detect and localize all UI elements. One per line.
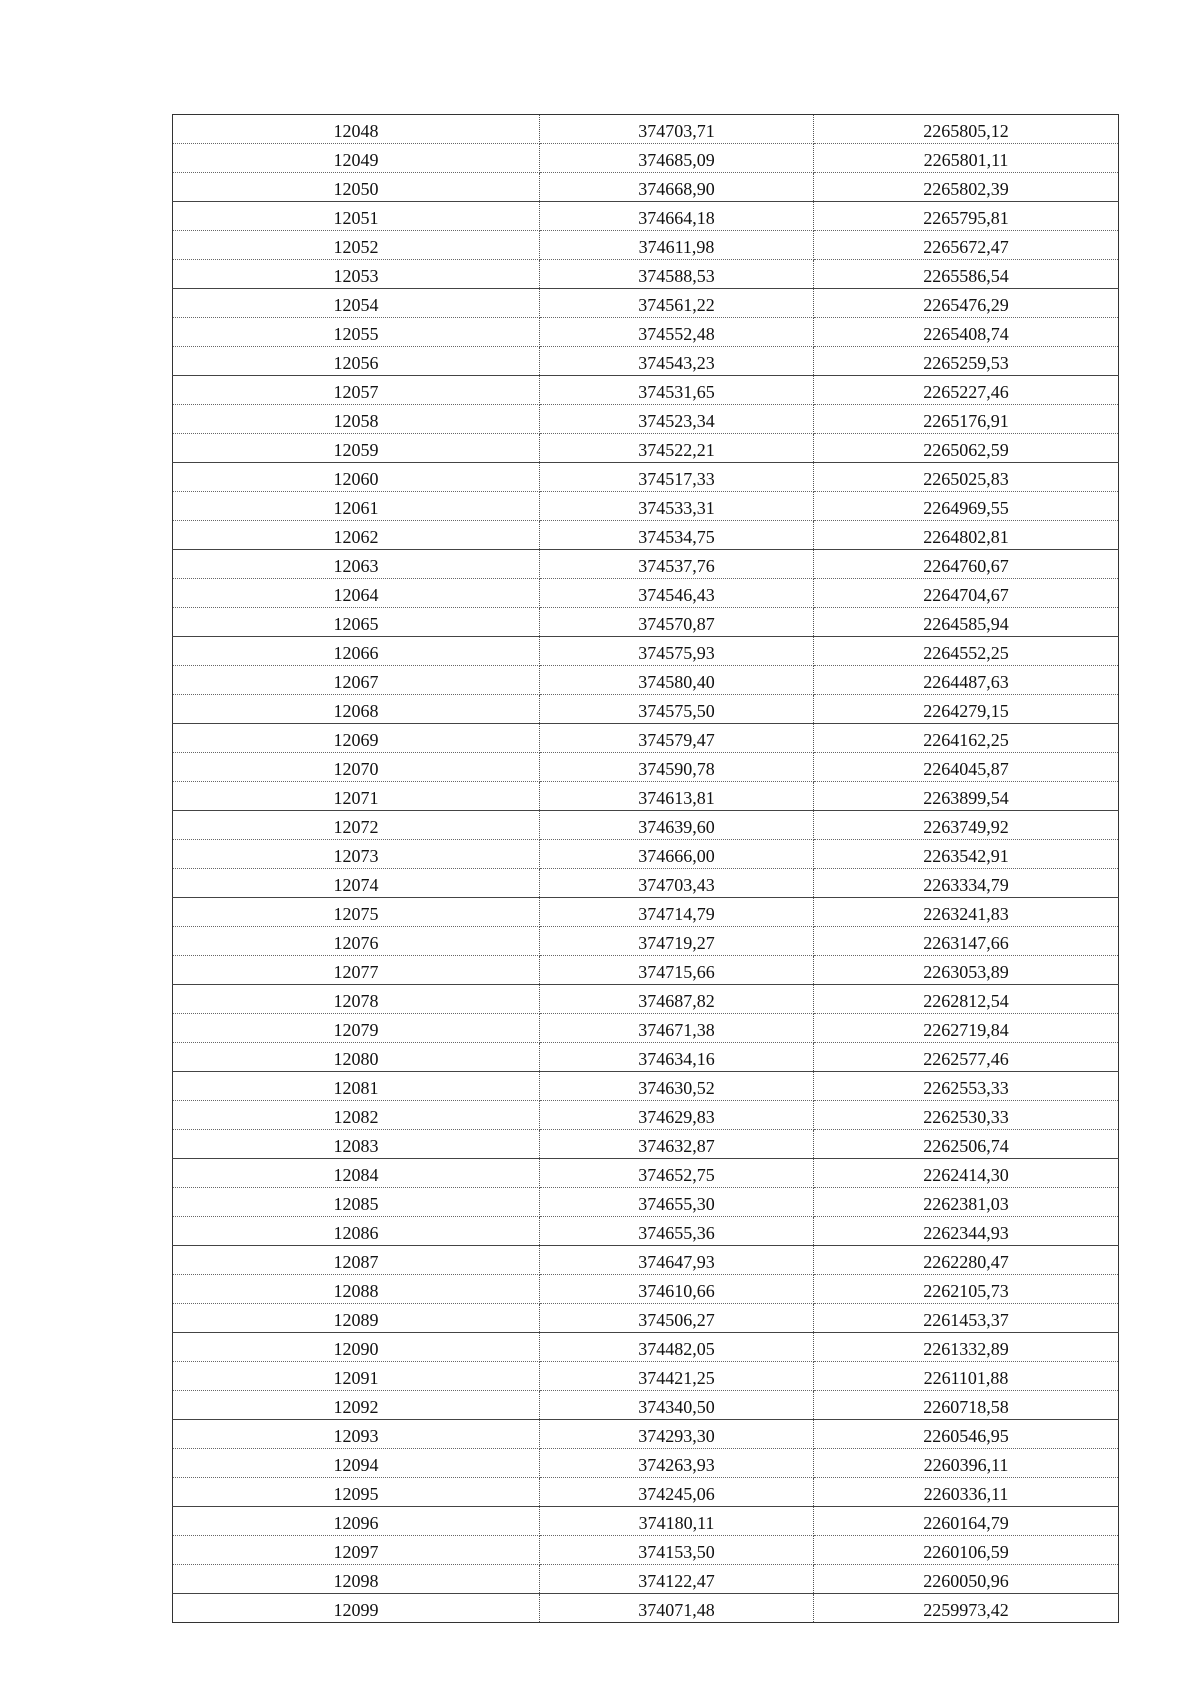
- table-row: [173, 115, 1119, 144]
- y-coordinate-cell: 2262553,33: [814, 1072, 1119, 1101]
- table-row: [173, 811, 1119, 840]
- y-coordinate-cell: 2265176,91: [814, 405, 1119, 434]
- point-number-cell: 12074: [173, 869, 540, 898]
- y-coordinate-cell: 2260164,79: [814, 1507, 1119, 1536]
- x-coordinate-cell: 374552,48: [540, 318, 814, 347]
- point-number-cell: 12054: [173, 289, 540, 318]
- x-coordinate-cell: 374575,50: [540, 695, 814, 724]
- table-row: [173, 956, 1119, 985]
- point-number-cell: 12081: [173, 1072, 540, 1101]
- table-row: [173, 1101, 1119, 1130]
- y-coordinate-cell: 2264279,15: [814, 695, 1119, 724]
- point-number-cell: 12063: [173, 550, 540, 579]
- x-coordinate-cell: 374611,98: [540, 231, 814, 260]
- table-row: [173, 521, 1119, 550]
- x-coordinate-cell: 374685,09: [540, 144, 814, 173]
- y-coordinate-cell: 2262577,46: [814, 1043, 1119, 1072]
- point-number-cell: 12061: [173, 492, 540, 521]
- table-row: [173, 1159, 1119, 1188]
- point-number-cell: 12085: [173, 1188, 540, 1217]
- x-coordinate-cell: 374543,23: [540, 347, 814, 376]
- x-coordinate-cell: 374632,87: [540, 1130, 814, 1159]
- table-row: [173, 1420, 1119, 1449]
- point-number-cell: 12082: [173, 1101, 540, 1130]
- table-row: [173, 985, 1119, 1014]
- table-row: [173, 869, 1119, 898]
- point-number-cell: 12075: [173, 898, 540, 927]
- point-number-cell: 12096: [173, 1507, 540, 1536]
- table-row: [173, 463, 1119, 492]
- y-coordinate-cell: 2262530,33: [814, 1101, 1119, 1130]
- x-coordinate-cell: 374655,36: [540, 1217, 814, 1246]
- y-coordinate-cell: 2265025,83: [814, 463, 1119, 492]
- table-row: [173, 260, 1119, 289]
- table-row: [173, 840, 1119, 869]
- table-row: [173, 318, 1119, 347]
- x-coordinate-cell: 374071,48: [540, 1594, 814, 1623]
- point-number-cell: 12078: [173, 985, 540, 1014]
- point-number-cell: 12087: [173, 1246, 540, 1275]
- point-number-cell: 12083: [173, 1130, 540, 1159]
- table-row: [173, 434, 1119, 463]
- point-number-cell: 12097: [173, 1536, 540, 1565]
- x-coordinate-cell: 374687,82: [540, 985, 814, 1014]
- point-number-cell: 12067: [173, 666, 540, 695]
- y-coordinate-cell: 2265586,54: [814, 260, 1119, 289]
- y-coordinate-cell: 2261453,37: [814, 1304, 1119, 1333]
- point-number-cell: 12071: [173, 782, 540, 811]
- y-coordinate-cell: 2262719,84: [814, 1014, 1119, 1043]
- point-number-cell: 12092: [173, 1391, 540, 1420]
- table-row: [173, 724, 1119, 753]
- x-coordinate-cell: 374570,87: [540, 608, 814, 637]
- y-coordinate-cell: 2259973,42: [814, 1594, 1119, 1623]
- y-coordinate-cell: 2260050,96: [814, 1565, 1119, 1594]
- table-row: [173, 1275, 1119, 1304]
- x-coordinate-cell: 374245,06: [540, 1478, 814, 1507]
- y-coordinate-cell: 2264552,25: [814, 637, 1119, 666]
- x-coordinate-cell: 374506,27: [540, 1304, 814, 1333]
- table-row: [173, 666, 1119, 695]
- table-row: [173, 1217, 1119, 1246]
- point-number-cell: 12051: [173, 202, 540, 231]
- point-number-cell: 12079: [173, 1014, 540, 1043]
- y-coordinate-cell: 2263147,66: [814, 927, 1119, 956]
- table-row: [173, 1449, 1119, 1478]
- x-coordinate-cell: 374639,60: [540, 811, 814, 840]
- x-coordinate-cell: 374630,52: [540, 1072, 814, 1101]
- x-coordinate-cell: 374531,65: [540, 376, 814, 405]
- x-coordinate-cell: 374263,93: [540, 1449, 814, 1478]
- x-coordinate-cell: 374546,43: [540, 579, 814, 608]
- table-row: [173, 347, 1119, 376]
- table-row: [173, 1130, 1119, 1159]
- table-row: [173, 1362, 1119, 1391]
- y-coordinate-cell: 2264162,25: [814, 724, 1119, 753]
- y-coordinate-cell: 2264585,94: [814, 608, 1119, 637]
- table-row: [173, 1043, 1119, 1072]
- y-coordinate-cell: 2264045,87: [814, 753, 1119, 782]
- point-number-cell: 12050: [173, 173, 540, 202]
- table-row: [173, 782, 1119, 811]
- x-coordinate-cell: 374719,27: [540, 927, 814, 956]
- y-coordinate-cell: 2260106,59: [814, 1536, 1119, 1565]
- table-row: [173, 1391, 1119, 1420]
- point-number-cell: 12065: [173, 608, 540, 637]
- point-number-cell: 12049: [173, 144, 540, 173]
- point-number-cell: 12091: [173, 1362, 540, 1391]
- table-row: [173, 608, 1119, 637]
- point-number-cell: 12090: [173, 1333, 540, 1362]
- table-row: [173, 1507, 1119, 1536]
- table-row: [173, 492, 1119, 521]
- table-row: [173, 1246, 1119, 1275]
- point-number-cell: 12058: [173, 405, 540, 434]
- table-row: [173, 637, 1119, 666]
- x-coordinate-cell: 374652,75: [540, 1159, 814, 1188]
- table-row: [173, 579, 1119, 608]
- point-number-cell: 12062: [173, 521, 540, 550]
- point-number-cell: 12094: [173, 1449, 540, 1478]
- coordinates-table: [172, 114, 1119, 1623]
- x-coordinate-cell: 374715,66: [540, 956, 814, 985]
- y-coordinate-cell: 2265795,81: [814, 202, 1119, 231]
- x-coordinate-cell: 374523,34: [540, 405, 814, 434]
- point-number-cell: 12068: [173, 695, 540, 724]
- point-number-cell: 12070: [173, 753, 540, 782]
- y-coordinate-cell: 2265227,46: [814, 376, 1119, 405]
- x-coordinate-cell: 374180,11: [540, 1507, 814, 1536]
- x-coordinate-cell: 374575,93: [540, 637, 814, 666]
- table-row: [173, 927, 1119, 956]
- x-coordinate-cell: 374421,25: [540, 1362, 814, 1391]
- table-row: [173, 1333, 1119, 1362]
- y-coordinate-cell: 2260718,58: [814, 1391, 1119, 1420]
- point-number-cell: 12066: [173, 637, 540, 666]
- y-coordinate-cell: 2262344,93: [814, 1217, 1119, 1246]
- point-number-cell: 12059: [173, 434, 540, 463]
- point-number-cell: 12076: [173, 927, 540, 956]
- x-coordinate-cell: 374610,66: [540, 1275, 814, 1304]
- x-coordinate-cell: 374703,71: [540, 115, 814, 144]
- y-coordinate-cell: 2265259,53: [814, 347, 1119, 376]
- table-row: [173, 376, 1119, 405]
- x-coordinate-cell: 374588,53: [540, 260, 814, 289]
- point-number-cell: 12072: [173, 811, 540, 840]
- y-coordinate-cell: 2260396,11: [814, 1449, 1119, 1478]
- table-row: [173, 1072, 1119, 1101]
- y-coordinate-cell: 2263749,92: [814, 811, 1119, 840]
- point-number-cell: 12055: [173, 318, 540, 347]
- x-coordinate-cell: 374153,50: [540, 1536, 814, 1565]
- y-coordinate-cell: 2265672,47: [814, 231, 1119, 260]
- coordinates-table-body: [173, 115, 1119, 1623]
- y-coordinate-cell: 2265801,11: [814, 144, 1119, 173]
- x-coordinate-cell: 374537,76: [540, 550, 814, 579]
- y-coordinate-cell: 2265476,29: [814, 289, 1119, 318]
- table-row: [173, 1188, 1119, 1217]
- table-row: [173, 753, 1119, 782]
- x-coordinate-cell: 374579,47: [540, 724, 814, 753]
- y-coordinate-cell: 2263053,89: [814, 956, 1119, 985]
- point-number-cell: 12048: [173, 115, 540, 144]
- x-coordinate-cell: 374522,21: [540, 434, 814, 463]
- y-coordinate-cell: 2262381,03: [814, 1188, 1119, 1217]
- y-coordinate-cell: 2264704,67: [814, 579, 1119, 608]
- x-coordinate-cell: 374668,90: [540, 173, 814, 202]
- point-number-cell: 12077: [173, 956, 540, 985]
- table-row: [173, 550, 1119, 579]
- x-coordinate-cell: 374664,18: [540, 202, 814, 231]
- point-number-cell: 12052: [173, 231, 540, 260]
- x-coordinate-cell: 374613,81: [540, 782, 814, 811]
- table-row: [173, 1304, 1119, 1333]
- x-coordinate-cell: 374534,75: [540, 521, 814, 550]
- point-number-cell: 12064: [173, 579, 540, 608]
- point-number-cell: 12073: [173, 840, 540, 869]
- y-coordinate-cell: 2263334,79: [814, 869, 1119, 898]
- x-coordinate-cell: 374629,83: [540, 1101, 814, 1130]
- y-coordinate-cell: 2265062,59: [814, 434, 1119, 463]
- table-row: [173, 1478, 1119, 1507]
- table-row: [173, 231, 1119, 260]
- y-coordinate-cell: 2264802,81: [814, 521, 1119, 550]
- y-coordinate-cell: 2263542,91: [814, 840, 1119, 869]
- table-row: [173, 695, 1119, 724]
- y-coordinate-cell: 2262280,47: [814, 1246, 1119, 1275]
- table-row: [173, 405, 1119, 434]
- x-coordinate-cell: 374634,16: [540, 1043, 814, 1072]
- x-coordinate-cell: 374655,30: [540, 1188, 814, 1217]
- x-coordinate-cell: 374590,78: [540, 753, 814, 782]
- table-row: [173, 898, 1119, 927]
- x-coordinate-cell: 374647,93: [540, 1246, 814, 1275]
- point-number-cell: 12098: [173, 1565, 540, 1594]
- table-row: [173, 144, 1119, 173]
- point-number-cell: 12095: [173, 1478, 540, 1507]
- y-coordinate-cell: 2262105,73: [814, 1275, 1119, 1304]
- x-coordinate-cell: 374293,30: [540, 1420, 814, 1449]
- point-number-cell: 12088: [173, 1275, 540, 1304]
- y-coordinate-cell: 2263899,54: [814, 782, 1119, 811]
- point-number-cell: 12056: [173, 347, 540, 376]
- point-number-cell: 12060: [173, 463, 540, 492]
- point-number-cell: 12069: [173, 724, 540, 753]
- y-coordinate-cell: 2262414,30: [814, 1159, 1119, 1188]
- x-coordinate-cell: 374517,33: [540, 463, 814, 492]
- y-coordinate-cell: 2262506,74: [814, 1130, 1119, 1159]
- point-number-cell: 12086: [173, 1217, 540, 1246]
- point-number-cell: 12084: [173, 1159, 540, 1188]
- y-coordinate-cell: 2265802,39: [814, 173, 1119, 202]
- table-row: [173, 289, 1119, 318]
- y-coordinate-cell: 2265408,74: [814, 318, 1119, 347]
- table-row: [173, 1594, 1119, 1623]
- y-coordinate-cell: 2261332,89: [814, 1333, 1119, 1362]
- point-number-cell: 12057: [173, 376, 540, 405]
- point-number-cell: 12093: [173, 1420, 540, 1449]
- y-coordinate-cell: 2260546,95: [814, 1420, 1119, 1449]
- y-coordinate-cell: 2261101,88: [814, 1362, 1119, 1391]
- x-coordinate-cell: 374580,40: [540, 666, 814, 695]
- point-number-cell: 12089: [173, 1304, 540, 1333]
- x-coordinate-cell: 374122,47: [540, 1565, 814, 1594]
- x-coordinate-cell: 374671,38: [540, 1014, 814, 1043]
- table-row: [173, 1536, 1119, 1565]
- x-coordinate-cell: 374561,22: [540, 289, 814, 318]
- x-coordinate-cell: 374533,31: [540, 492, 814, 521]
- x-coordinate-cell: 374340,50: [540, 1391, 814, 1420]
- y-coordinate-cell: 2265805,12: [814, 115, 1119, 144]
- x-coordinate-cell: 374482,05: [540, 1333, 814, 1362]
- x-coordinate-cell: 374703,43: [540, 869, 814, 898]
- x-coordinate-cell: 374666,00: [540, 840, 814, 869]
- point-number-cell: 12080: [173, 1043, 540, 1072]
- table-row: [173, 202, 1119, 231]
- table-row: [173, 173, 1119, 202]
- y-coordinate-cell: 2264760,67: [814, 550, 1119, 579]
- x-coordinate-cell: 374714,79: [540, 898, 814, 927]
- y-coordinate-cell: 2264487,63: [814, 666, 1119, 695]
- table-row: [173, 1014, 1119, 1043]
- table-row: [173, 1565, 1119, 1594]
- point-number-cell: 12053: [173, 260, 540, 289]
- y-coordinate-cell: 2263241,83: [814, 898, 1119, 927]
- y-coordinate-cell: 2260336,11: [814, 1478, 1119, 1507]
- y-coordinate-cell: 2262812,54: [814, 985, 1119, 1014]
- point-number-cell: 12099: [173, 1594, 540, 1623]
- y-coordinate-cell: 2264969,55: [814, 492, 1119, 521]
